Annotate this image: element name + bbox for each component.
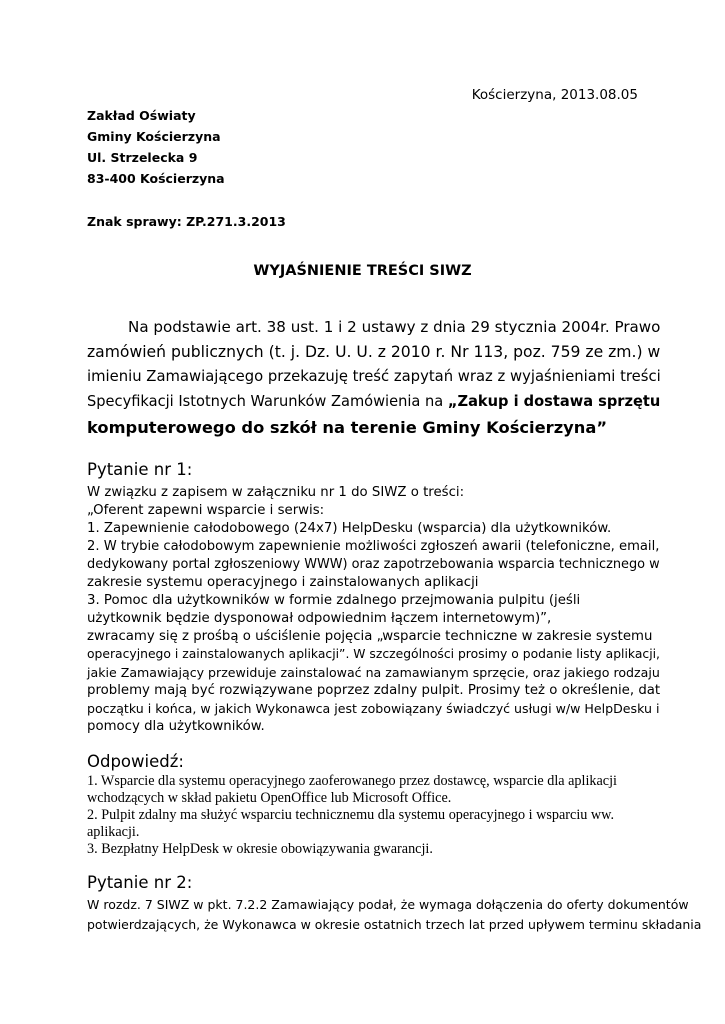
question-1-line: operacyjnego i zainstalowanych aplikacji”. W szczególności prosimy o podanie listy aplikacji,	[87, 647, 660, 661]
question-1-line: 2. W trybie całodobowym zapewnienie możliwości zgłoszeń awarii (telefoniczne, email,	[87, 539, 660, 554]
intro-line-5	[87, 418, 607, 437]
addressee-line-2: Gminy Kościerzyna	[87, 129, 221, 144]
question-1-line: „Oferent zapewni wsparcie i serwis:	[87, 503, 325, 518]
intro-line-4	[87, 393, 660, 410]
tender-name-start: „Zakup i dostawa sprzętu	[447, 393, 661, 410]
question-1-line: dedykowany portal zgłoszeniowy WWW) oraz zapotrzebowania wsparcia technicznego w	[87, 557, 660, 572]
tender-name-end: komputerowego do szkół na terenie Gminy Kościerzyna”	[87, 418, 608, 437]
intro-line-3: imieniu Zamawiającego przekazuję treść zapytań wraz z wyjaśnieniami treści	[87, 368, 661, 385]
intro-line-1: Na podstawie art. 38 ust. 1 i 2 ustawy z dnia 29 stycznia 2004r. Prawo	[128, 318, 661, 336]
intro-line-2: zamówień publicznych (t. j. Dz. U. U. z 2010 r. Nr 113, poz. 759 ze zm.) w	[87, 343, 661, 361]
question-1-line: zwracamy się z prośbą o uściślenie pojęcia „wsparcie techniczne w zakresie systemu	[87, 629, 653, 644]
question-1-heading: Pytanie nr 1:	[87, 460, 193, 479]
question-1-line: jakie Zamawiający przewiduje zainstalować na zamawianym sprzęcie, oraz jakiego rodzaju	[87, 665, 660, 680]
intro-line-4-text: Specyfikacji Istotnych Warunków Zamówienia na	[87, 393, 448, 410]
question-1-line: problemy mają być rozwiązywane poprzez zdalny pulpit. Prosimy też o określenie, dat	[87, 683, 661, 698]
place-date: Kościerzyna, 2013.08.05	[471, 87, 638, 103]
question-1-line: 3. Pomoc dla użytkowników w formie zdalnego przejmowania pulpitu (jeśli	[87, 593, 581, 608]
addressee-line-3: Ul. Strzelecka 9	[87, 150, 198, 165]
answer-1-heading: Odpowiedź:	[87, 752, 184, 771]
answer-1-line: 3. Bezpłatny HelpDesk w okresie obowiązywania gwarancji.	[87, 841, 433, 857]
question-2-line: W rozdz. 7 SIWZ w pkt. 7.2.2 Zamawiający podał, że wymaga dołączenia do oferty dokumentów	[87, 897, 689, 912]
question-2-line: potwierdzających, że Wykonawca w okresie ostatnich trzech lat przed upływem terminu składania	[87, 917, 702, 932]
question-2-heading: Pytanie nr 2:	[87, 873, 193, 892]
question-1-line: początku i końca, w jakich Wykonawca jest zobowiązany świadczyć usługi w/w HelpDesku i	[87, 701, 660, 716]
addressee-line-1: Zakład Oświaty	[87, 108, 196, 123]
case-number: Znak sprawy: ZP.271.3.2013	[87, 214, 286, 229]
answer-1-line: wchodzących w skład pakietu OpenOffice lub Microsoft Office.	[87, 790, 452, 806]
question-1-line: zakresie systemu operacyjnego i zainstalowanych aplikacji	[87, 575, 479, 590]
question-1-line: pomocy dla użytkowników.	[87, 719, 265, 734]
question-1-line: 1. Zapewnienie całodobowego (24x7) HelpDesku (wsparcia) dla użytkowników.	[87, 521, 612, 536]
question-1-line: W związku z zapisem w załączniku nr 1 do SIWZ o treści:	[87, 485, 465, 500]
answer-1-line: 2. Pulpit zdalny ma służyć wsparciu technicznemu dla systemu operacyjnego i wsparciu ww.	[87, 807, 615, 823]
answer-1-line: 1. Wsparcie dla systemu operacyjnego zaoferowanego przez dostawcę, wsparcie dla aplikacji	[87, 773, 617, 789]
document-title: WYJAŚNIENIE TREŚCI SIWZ	[253, 263, 472, 279]
addressee-line-4: 83-400 Kościerzyna	[87, 171, 225, 186]
question-1-line: użytkownik będzie dysponował odpowiednim łączem internetowym)”,	[87, 611, 552, 626]
answer-1-line: aplikacji.	[87, 824, 140, 840]
